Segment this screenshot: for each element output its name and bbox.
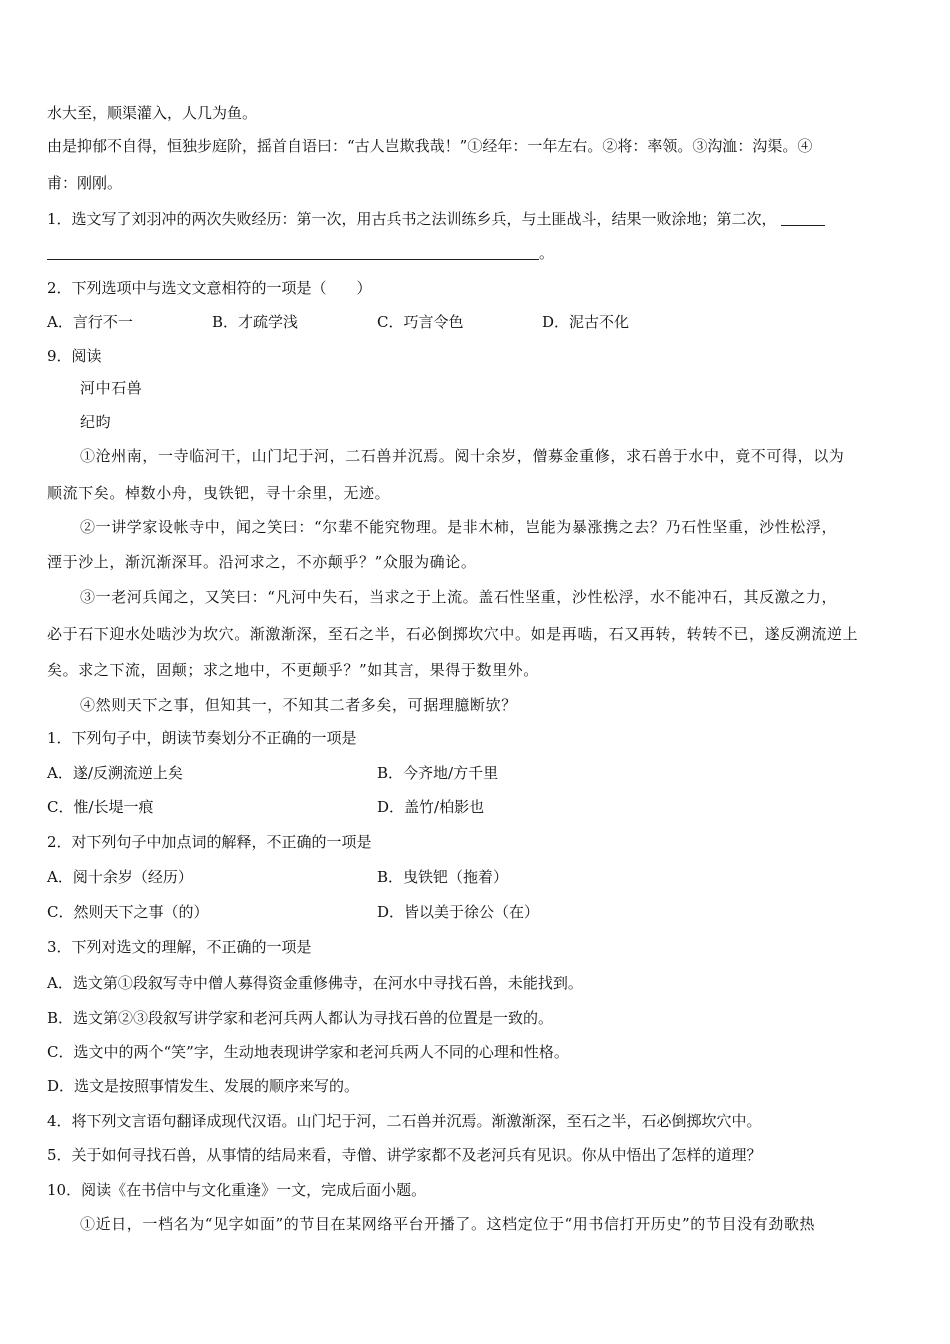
option-a: A．遂/反溯流逆上矣 <box>47 764 183 782</box>
paragraph-2-line: 湮于沙上，渐沉渐深耳。沿河求之，不亦颠乎？”众服为确论。 <box>47 553 477 571</box>
question-2: 2．下列选项中与选文文意相符的一项是（ ） <box>47 279 372 297</box>
paragraph-3-line: 必于石下迎水处啮沙为坎穴。渐激渐深，至石之半，石必倒掷坎穴中。如是再啮，石又再转，转转不已，遂反溯流逆上 <box>47 625 859 643</box>
paragraph-4-line: ④然则天下之事，但知其一，不知其二者多矣，可据理臆断欤？ <box>80 696 517 714</box>
option-b: B．今齐地/方千里 <box>377 764 499 782</box>
question-2: 2．对下列句子中加点词的解释，不正确的一项是 <box>47 833 372 851</box>
option-a: A．选文第①段叙写寺中僧人募得资金重修佛寺，在河水中寻找石兽，未能找到。 <box>47 974 583 992</box>
article-author: 纪昀 <box>80 413 112 431</box>
option-c: C．巧言令色 <box>377 313 464 331</box>
option-b: B．选文第②③段叙写讲学家和老河兵两人都认为寻找石兽的位置是一致的。 <box>47 1009 554 1027</box>
question-3: 3．下列对选文的理解，不正确的一项是 <box>47 938 312 956</box>
option-d: D．皆以美于徐公（在） <box>377 903 540 921</box>
answer-blank[interactable] <box>781 211 825 226</box>
paragraph-3-line: 矣。求之下流，固颠；求之地中，不更颠乎？”如其言，果得于数里外。 <box>47 661 539 679</box>
passage-line: 甫：刚刚。 <box>47 174 123 192</box>
option-c: C．然则天下之事（的） <box>47 903 209 921</box>
option-a: A．言行不一 <box>47 313 133 331</box>
option-d: D．盖竹/柏影也 <box>377 798 485 816</box>
paragraph-2-line: ②一讲学家设帐寺中，闻之笑曰：“尔辈不能究物理。是非木柿，岂能为暴涨携之去？乃石性坚重，沙性松浮， <box>80 518 838 536</box>
option-d: D．泥古不化 <box>542 313 630 331</box>
article-title: 河中石兽 <box>80 379 143 397</box>
section-10-heading: 10．阅读《在书信中与文化重逢》一文，完成后面小题。 <box>47 1181 427 1199</box>
question-text: 1．选文写了刘羽冲的两次失败经历：第一次，用古兵书之法训练乡兵，与土匪战斗，结果一败涂地；第二次， <box>47 210 777 228</box>
option-b: B．曳铁钯（拖着） <box>377 868 509 886</box>
question-4: 4．将下列文言语句翻译成现代汉语。山门圮于河，二石兽并沉焉。渐激渐深，至石之半，石必倒掷坎穴中。 <box>47 1112 762 1130</box>
question-1-continued <box>47 243 554 263</box>
passage-line: 水大至，顺渠灌入，人几为鱼。 <box>47 104 258 122</box>
section-9-heading: 9．阅读 <box>47 347 102 365</box>
option-a: A．阅十余岁（经历） <box>47 868 193 886</box>
option-d: D．选文是按照事情发生、发展的顺序来写的。 <box>47 1077 360 1095</box>
paragraph-3-line: ③一老河兵闻之，又笑曰：“凡河中失石，当求之于上流。盖石性坚重，沙性松浮，水不能冲石，其反激之力， <box>80 588 838 606</box>
question-1 <box>47 209 825 229</box>
paragraph-1-line: ①近日，一档名为“见字如面”的节目在某网络平台开播了。这档定位于“用书信打开历史”的节目没有劲歌热 <box>80 1215 816 1233</box>
question-1: 1．下列句子中，朗读节奏划分不正确的一项是 <box>47 729 357 747</box>
option-c: C．惟/长堤一痕 <box>47 798 154 816</box>
option-b: B．才疏学浅 <box>212 313 299 331</box>
question-end: 。 <box>539 244 555 262</box>
answer-blank-long[interactable] <box>47 245 539 260</box>
option-c: C．选文中的两个“笑”字，生动地表现讲学家和老河兵两人不同的心理和性格。 <box>47 1043 569 1061</box>
question-5: 5．关于如何寻找石兽，从事情的结局来看，寺僧、讲学家都不及老河兵有见识。你从中悟出了怎样的道理？ <box>47 1146 762 1164</box>
passage-line: 由是抑郁不自得，恒独步庭阶，摇首自语曰：“古人岂欺我哉！”①经年：一年左右。②将：率领。③沟洫：沟渠。④ <box>47 137 813 155</box>
paragraph-1-line: 顺流下矣。棹数小舟，曳铁钯，寻十余里，无迹。 <box>47 484 391 502</box>
paragraph-1-line: ①沧州南，一寺临河干，山门圮于河，二石兽并沉焉。阅十余岁，僧募金重修，求石兽于水中，竟不可得，以为 <box>80 447 845 465</box>
